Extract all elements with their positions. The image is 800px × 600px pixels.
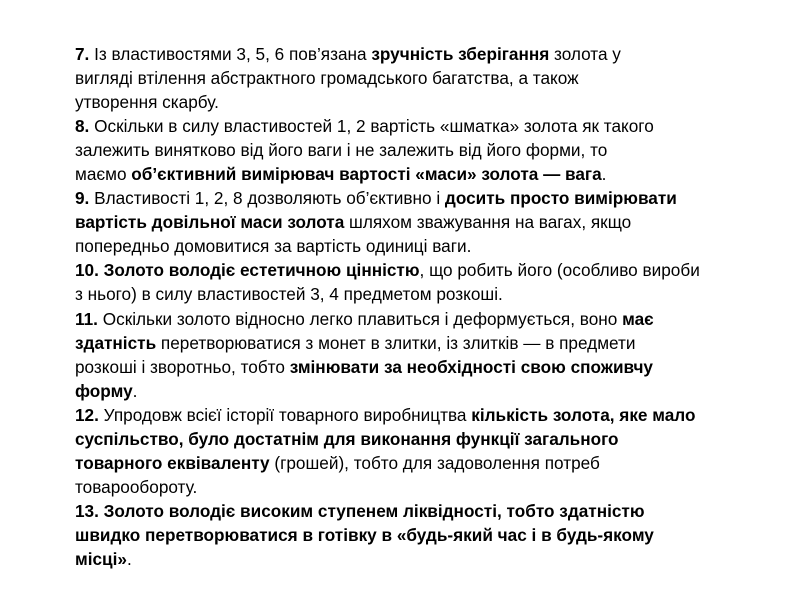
text-line	[75, 138, 800, 162]
text-line	[75, 379, 800, 403]
text-line	[75, 42, 800, 66]
text-segment: Властивості 1, 2, 8 дозволяють об’єктивно і	[89, 188, 445, 209]
text-segment: шляхом зважування на вагах, якщо	[344, 212, 632, 233]
text-line	[75, 66, 800, 90]
text-line	[75, 331, 800, 355]
text-line	[75, 427, 800, 451]
property-item-10	[75, 258, 800, 306]
text-line	[75, 499, 800, 523]
bold-text-segment: 12.	[75, 404, 99, 425]
property-item-13	[75, 499, 800, 571]
text-line	[75, 282, 800, 306]
bold-text-segment: 9.	[75, 188, 90, 209]
property-item-8	[75, 114, 800, 186]
text-segment: (грошей), тобто для задоволення потреб	[269, 452, 600, 473]
text-line	[75, 258, 800, 282]
text-line	[75, 451, 800, 475]
text-segment: Із властивостями 3, 5, 6 пов’язана	[89, 44, 372, 64]
text-segment: перетворюватися з монет в злитки, із злитків — в предмети	[156, 332, 636, 353]
bold-text-segment: 8.	[75, 116, 90, 137]
bold-text-segment: 7.	[75, 44, 90, 64]
text-segment: товарообороту.	[75, 476, 198, 497]
text-line	[75, 523, 800, 547]
text-segment: розкоші і зворотньо, тобто	[75, 356, 290, 377]
text-segment: утворення скарбу.	[75, 92, 219, 113]
text-segment: .	[132, 380, 138, 401]
text-segment: з нього) в силу властивостей 3, 4 предметом розкоші.	[75, 284, 503, 305]
property-item-7	[75, 42, 800, 114]
text-line	[75, 210, 800, 234]
text-line	[75, 355, 800, 379]
bold-text-segment: об’єктивний вимірювач вартості «маси» золота — вага	[131, 164, 602, 185]
text-segment: попередньо домовитися за вартість одиниці ваги.	[75, 236, 472, 257]
numbered-properties-text	[75, 42, 800, 571]
property-item-9	[75, 186, 800, 258]
bold-text-segment: швидко перетворюватися в готівку в «будь-який час і в будь-якому	[75, 524, 654, 545]
text-segment: .	[601, 164, 607, 185]
text-segment: вигляді втілення абстрактного громадського багатства, а також	[75, 68, 579, 89]
text-line	[75, 90, 800, 114]
bold-text-segment: місці»	[75, 548, 127, 569]
text-segment: Оскільки в силу властивостей 1, 2 вартість «шматка» золота як такого	[89, 116, 654, 137]
bold-text-segment: 13. Золото володіє високим ступенем ліквідності, тобто здатністю	[75, 500, 645, 521]
bold-text-segment: суспільство, було достатнім для виконання функції загального	[75, 428, 619, 449]
text-segment: маємо	[75, 164, 132, 185]
bold-text-segment: зручність зберігання	[371, 44, 550, 64]
property-item-12	[75, 403, 800, 499]
text-line	[75, 403, 800, 427]
bold-text-segment: 10. Золото володіє естетичною цінністю	[75, 260, 420, 281]
text-line	[75, 186, 800, 210]
bold-text-segment: здатність	[75, 332, 157, 353]
text-line	[75, 547, 800, 571]
text-segment: , що робить його (особливо вироби	[419, 260, 700, 281]
property-item-11	[75, 307, 800, 403]
bold-text-segment: вартість довільної маси золота	[75, 212, 345, 233]
bold-text-segment: товарного еквіваленту	[75, 452, 270, 473]
bold-text-segment: кількість золота, яке мало	[471, 404, 696, 425]
text-line	[75, 114, 800, 138]
text-line	[75, 475, 800, 499]
text-line	[75, 307, 800, 331]
text-segment: Упродовж всієї історії товарного виробництва	[98, 404, 472, 425]
bold-text-segment: 11.	[75, 308, 98, 329]
text-segment: золота у	[549, 44, 621, 64]
bold-text-segment: досить просто вимірювати	[444, 188, 677, 209]
text-line	[75, 234, 800, 258]
bold-text-segment: форму	[75, 380, 133, 401]
text-segment: Оскільки золото відносно легко плавиться і деформується, воно	[97, 308, 623, 329]
bold-text-segment: змінювати за необхідності свою споживчу	[289, 356, 653, 377]
text-line	[75, 162, 800, 186]
bold-text-segment: має	[622, 308, 654, 329]
text-segment: залежить винятково від його ваги і не залежить від його форми, то	[75, 140, 608, 161]
text-segment: .	[126, 548, 132, 569]
